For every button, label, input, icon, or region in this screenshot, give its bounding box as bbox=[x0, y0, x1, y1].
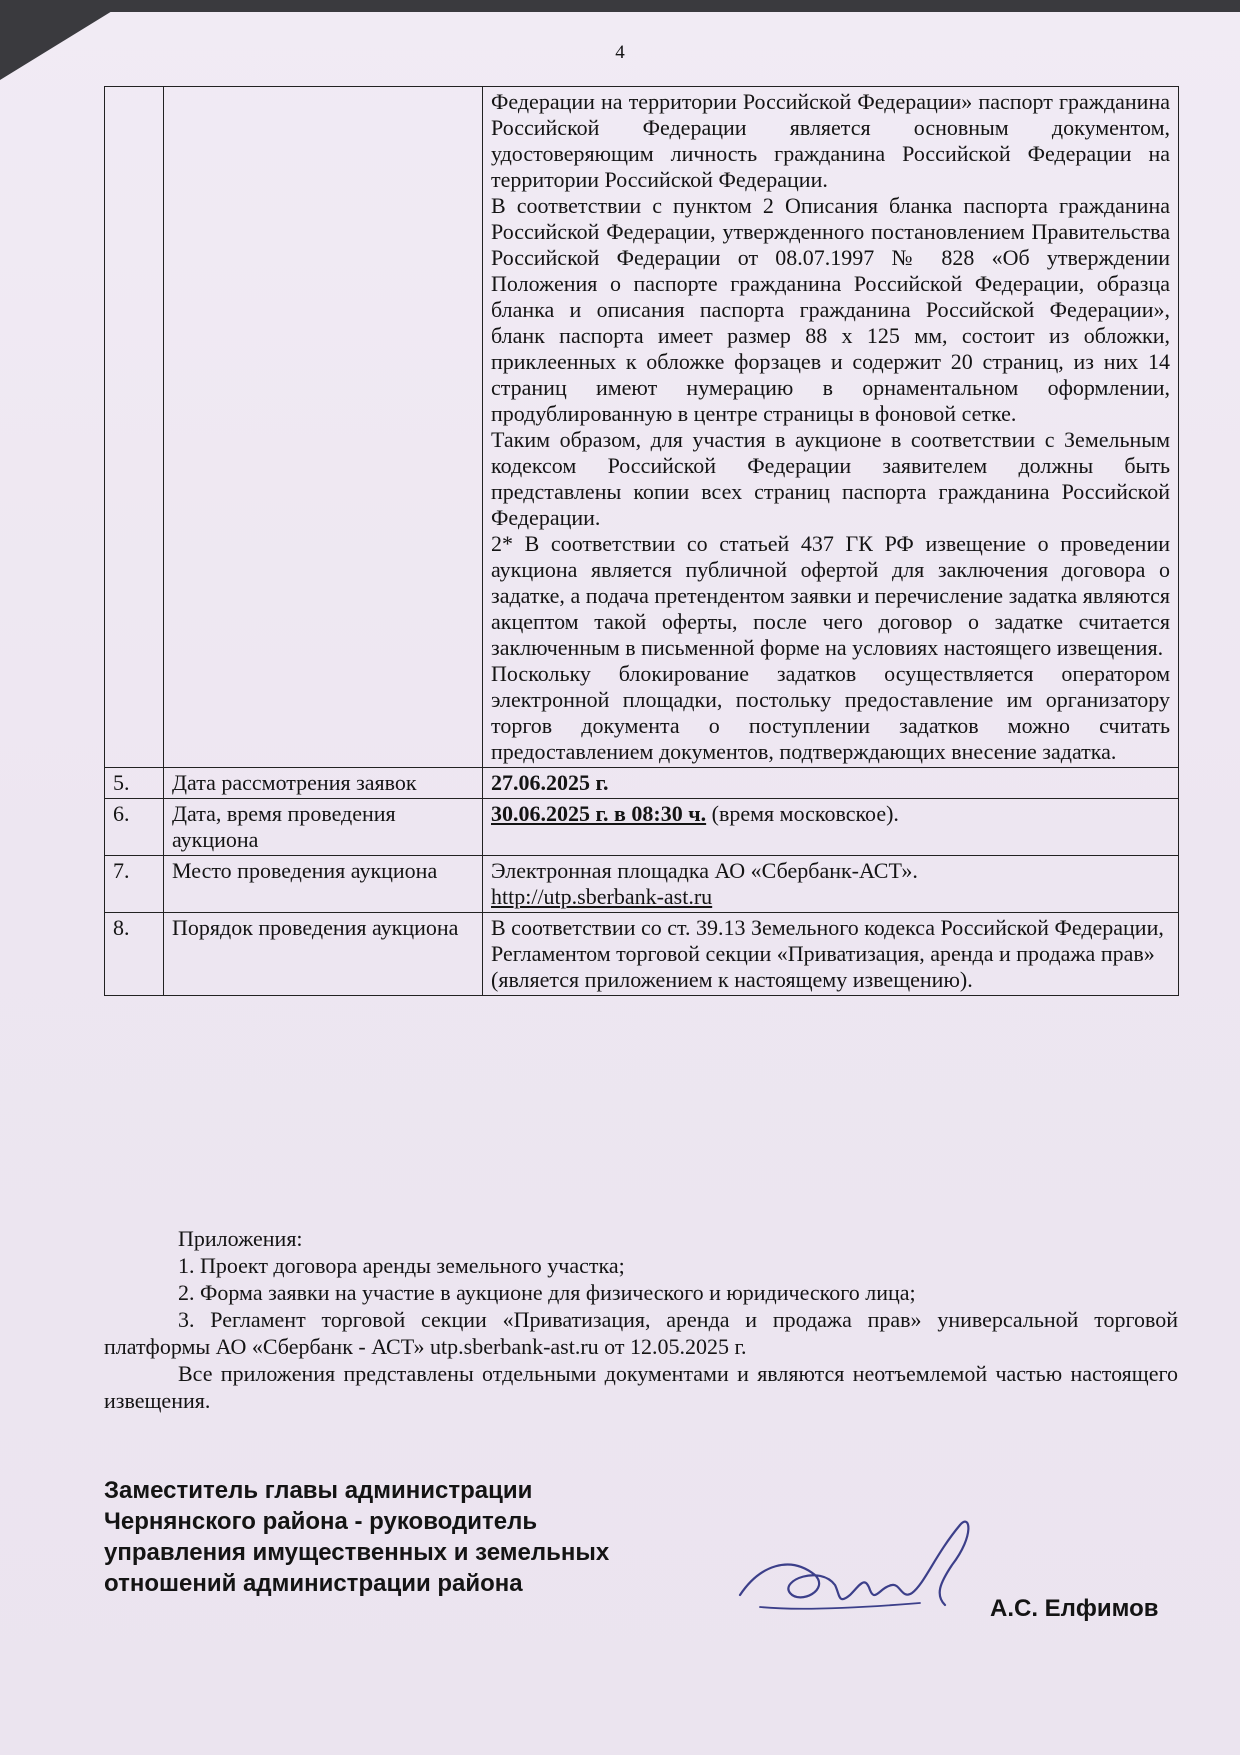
cell-value bbox=[483, 87, 1179, 768]
cell-number bbox=[105, 87, 164, 768]
notice-table bbox=[104, 86, 1179, 996]
auction-datetime-value bbox=[483, 799, 1179, 856]
platform-name: Электронная площадка АО «Сбербанк-АСТ». bbox=[491, 858, 918, 883]
scan-corner-shadow bbox=[0, 0, 130, 80]
timezone-note: (время московское). bbox=[706, 801, 899, 826]
row-label: Место проведения аукциона bbox=[164, 856, 483, 913]
row-number: 5. bbox=[105, 768, 164, 799]
signatory-name: А.С. Елфимов bbox=[990, 1595, 1159, 1622]
page-number: 4 bbox=[615, 42, 625, 63]
paragraph: Таким образом, для участия в аукционе в соответствии с Земельным кодексом Российской Федерации заявителем должны быть представлены копии всех страниц паспорта гражданина Российской Федерации. bbox=[491, 427, 1170, 530]
paragraph: Федерации на территории Российской Федерации» паспорт гражданина Российской Федерации является основным документом, удостоверяющим личность гражданина Российской Федерации на территории Российской Федерации. bbox=[491, 89, 1170, 192]
handwritten-signature bbox=[720, 1495, 990, 1635]
signatory-title-line: отношений администрации района bbox=[104, 1570, 523, 1597]
attachment-item: 3. Регламент торговой секции «Приватизация, аренда и продажа прав» универсальной торговой платформы АО «Сбербанк - АСТ» utp.sberbank-ast.ru от 12.05.2025 г. bbox=[104, 1307, 1178, 1359]
scan-top-edge bbox=[80, 0, 1240, 12]
cell-label bbox=[164, 87, 483, 768]
row-number: 7. bbox=[105, 856, 164, 913]
paragraph: Поскольку блокирование задатков осуществляется оператором электронной площадки, постольку предоставление им организатору торгов документа о поступлении задатков можно считать предоставлением документов, подтверждающих внесение задатка. bbox=[491, 661, 1170, 764]
signatory-title-line: Чернянского района - руководитель bbox=[104, 1508, 538, 1535]
table-row bbox=[105, 799, 1179, 856]
attachment-item: 2. Форма заявки на участие в аукционе для физического и юридического лица; bbox=[178, 1280, 916, 1305]
paragraph: 2* В соответствии со статьей 437 ГК РФ извещение о проведении аукциона является публичной офертой для заключения договора о задатке, а подача претендентом заявки и перечисление задатка являются акцептом такой оферты, после чего договор о задатке считается заключенным в письменной форме на условиях настоящего извещения. bbox=[491, 531, 1170, 660]
signatory-title-line: Заместитель главы администрации bbox=[104, 1477, 533, 1504]
attachment-item: 1. Проект договора аренды земельного участка; bbox=[178, 1253, 625, 1278]
attachments-heading: Приложения: bbox=[178, 1226, 303, 1251]
row-label: Дата, время проведения аукциона bbox=[164, 799, 483, 856]
table-row bbox=[105, 913, 1179, 996]
signatory-title bbox=[104, 1475, 744, 1599]
signatory-title-line: управления имущественных и земельных bbox=[104, 1539, 610, 1566]
auction-datetime: 30.06.2025 г. в 08:30 ч. bbox=[491, 801, 707, 826]
attachments-note: Все приложения представлены отдельными документами и являются неотъемлемой частью настоящего извещения. bbox=[104, 1361, 1178, 1413]
row-label: Порядок проведения аукциона bbox=[164, 913, 483, 996]
paragraph: В соответствии с пунктом 2 Описания бланка паспорта гражданина Российской Федерации, утвержденного постановлением Правительства Российской Федерации от 08.07.1997 № 828 «Об утверждении Положения о паспорте гражданина Российской Федерации, образца бланка и описания паспорта гражданина Российской Федерации», бланк паспорта имеет размер 88 х 125 мм, состоит из обложки, приклеенных к обложке форзацев и содержит 20 страниц, из них 14 страниц имеют нумерацию в орнаментальном оформлении, продублированную в центре страницы в фоновой сетке. bbox=[491, 193, 1170, 426]
row-label: Дата рассмотрения заявок bbox=[164, 768, 483, 799]
auction-place-value bbox=[483, 856, 1179, 913]
auction-procedure-value: В соответствии со ст. 39.13 Земельного кодекса Российской Федерации, Регламентом торговой секции «Приватизация, аренда и продажа прав» (является приложением к настоящему извещению). bbox=[483, 913, 1179, 996]
attachments-section bbox=[104, 1225, 1178, 1414]
table-row bbox=[105, 856, 1179, 913]
platform-link[interactable]: http://utp.sberbank-ast.ru bbox=[491, 884, 713, 909]
row-number: 8. bbox=[105, 913, 164, 996]
table-row bbox=[105, 768, 1179, 799]
row-number: 6. bbox=[105, 799, 164, 856]
review-date-value: 27.06.2025 г. bbox=[483, 768, 1179, 799]
table-row bbox=[105, 87, 1179, 768]
